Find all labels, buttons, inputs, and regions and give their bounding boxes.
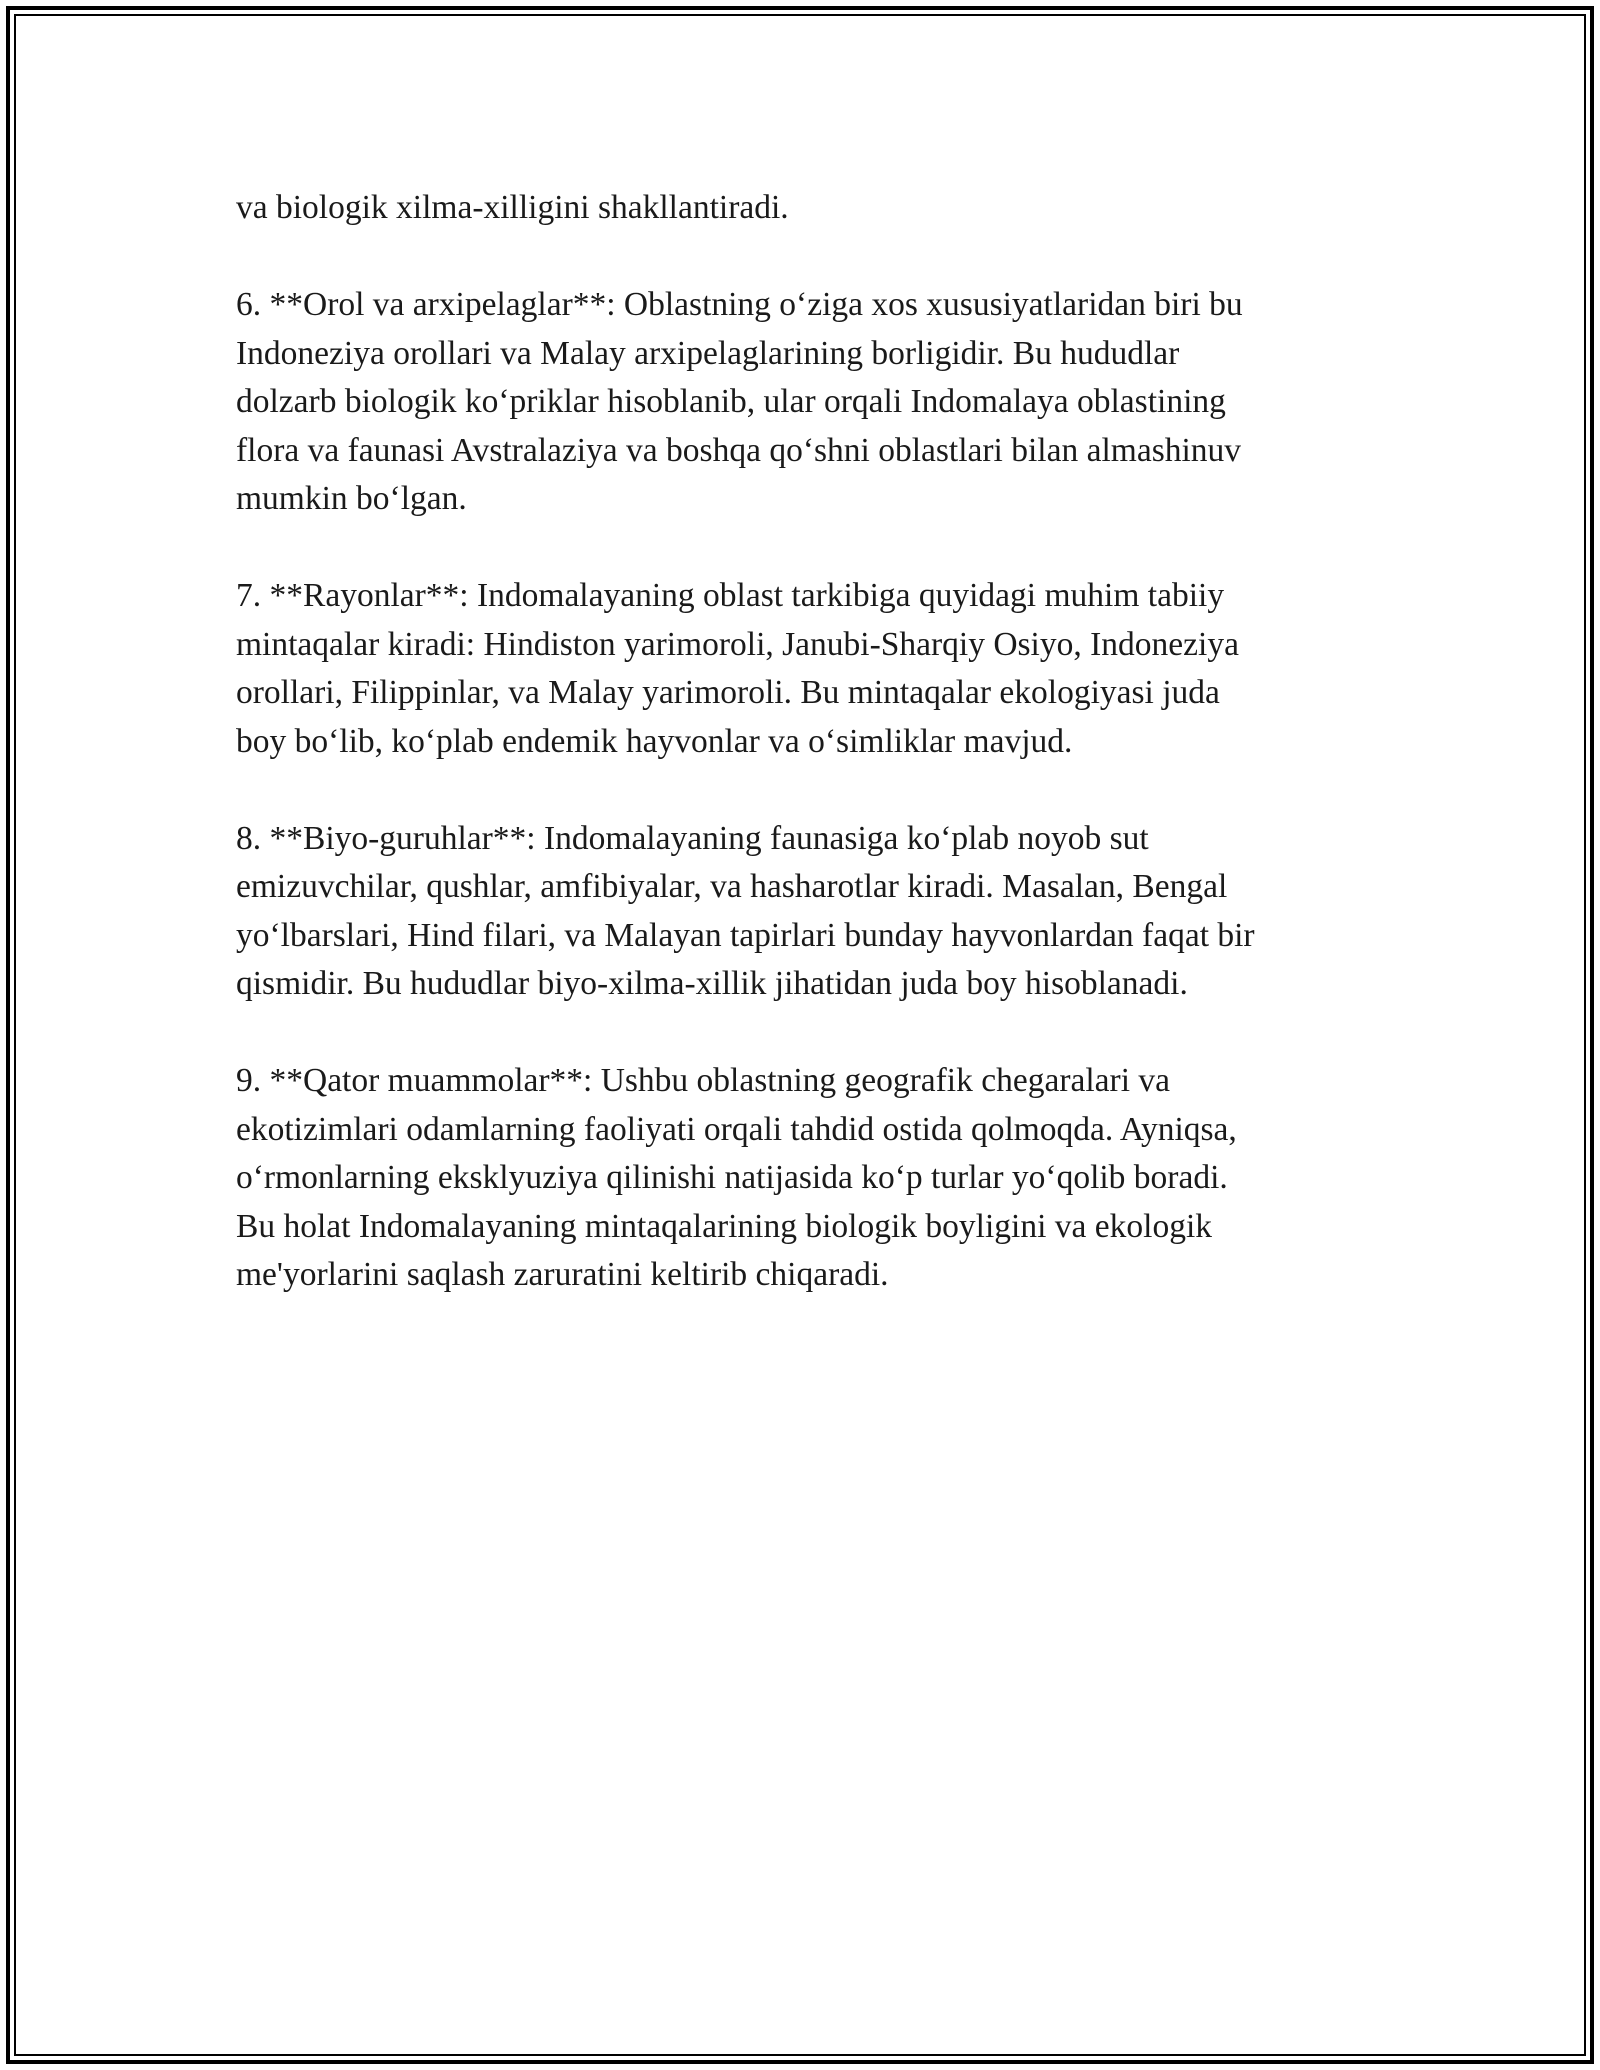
text-line: mintaqalar kiradi: Hindiston yarimoroli, Janubi-Sharqiy Osiyo, Indoneziya <box>236 625 1239 663</box>
text-line: emizuvchilar, qushlar, amfibiyalar, va hasharotlar kiradi. Masalan, Bengal <box>236 868 1228 905</box>
document-body <box>236 184 1376 1348</box>
text-line: dolzarb biologik ko‘priklar hisoblanib, ular orqali Indomalaya oblastining <box>236 383 1226 420</box>
text-line: Indoneziya orollari va Malay arxipelaglarining borligidir. Bu hududlar <box>236 334 1180 372</box>
text-line: 6. **Orol va arxipelaglar**: Oblastning o‘ziga xos xususiyatlaridan biri bu <box>236 286 1243 323</box>
text-line: 7. **Rayonlar**: Indomalayaning oblast tarkibiga quyidagi muhim tabiiy <box>236 577 1225 614</box>
text-line: orollari, Filippinlar, va Malay yarimoroli. Bu mintaqalar ekologiyasi juda <box>236 674 1220 711</box>
text-line: Bu holat Indomalayaning mintaqalarining biologik boyligini va ekologik <box>236 1207 1212 1245</box>
text-line: mumkin bo‘lgan. <box>236 480 467 517</box>
text-line: me'yorlarini saqlash zaruratini keltirib chiqaradi. <box>236 1256 889 1293</box>
text-line: ekotizimlari odamlarning faoliyati orqali tahdid ostida qolmoqda. Ayniqsa, <box>236 1110 1237 1148</box>
text-line: va biologik xilma-xilligini shakllantiradi. <box>236 189 789 226</box>
paragraph-item-8 <box>236 815 1376 1009</box>
text-line: o‘rmonlarning eksklyuziya qilinishi natijasida ko‘p turlar yo‘qolib boradi. <box>236 1159 1228 1196</box>
paragraph-item-9 <box>236 1057 1376 1300</box>
paragraph-item-6 <box>236 281 1376 524</box>
text-line: boy bo‘lib, ko‘plab endemik hayvonlar va o‘simliklar mavjud. <box>236 722 1073 760</box>
text-line: flora va faunasi Avstralaziya va boshqa qo‘shni oblastlari bilan almashinuv <box>236 431 1242 469</box>
text-line: yo‘lbarslari, Hind filari, va Malayan tapirlari bunday hayvonlardan faqat bir <box>236 916 1255 954</box>
paragraph-item-7 <box>236 572 1376 766</box>
text-line: 9. **Qator muammolar**: Ushbu oblastning geografik chegaralari va <box>236 1062 1171 1099</box>
text-line: 8. **Biyo-guruhlar**: Indomalayaning faunasiga ko‘plab noyob sut <box>236 819 1149 857</box>
paragraph-continuation <box>236 184 1376 233</box>
text-line: qismidir. Bu hududlar biyo-xilma-xillik jihatidan juda boy hisoblanadi. <box>236 965 1188 1002</box>
